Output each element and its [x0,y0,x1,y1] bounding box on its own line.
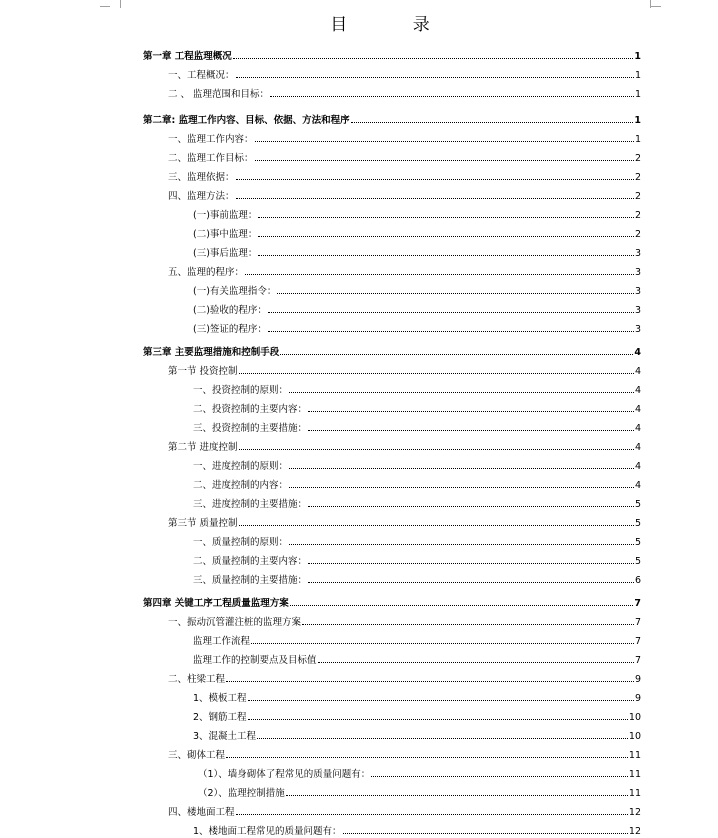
toc-entry[interactable] [168,749,641,761]
toc-page-number: 4 [634,347,641,358]
toc-entry-title: 第三章 主要监理措施和控制手段 [143,347,280,358]
toc-entry-title: 第一节 投资控制 [168,366,238,377]
toc-leader-dots [258,228,634,237]
toc-leader-dots [255,133,634,142]
toc-leader-dots [289,384,634,393]
toc-leader-dots [258,247,634,256]
toc-entry[interactable] [193,228,641,240]
toc-entry[interactable] [193,555,641,567]
toc-page-number: 2 [634,191,641,202]
toc-page-number: 5 [634,537,641,548]
toc-page-number: 7 [634,617,641,628]
toc-entry-title: 三、进度控制的主要措施： [193,499,308,510]
toc-page-number: 12 [628,807,641,818]
toc-page-number: 1 [634,70,641,81]
toc-entry-title: 四、楼地面工程 [168,807,235,818]
toc-leader-dots [277,285,634,294]
toc-chapter-entry[interactable] [143,346,641,358]
toc-page-number: 11 [628,750,641,761]
toc-entry[interactable] [198,787,641,799]
toc-page-number: 4 [634,404,641,415]
toc-page-number: 5 [634,518,641,529]
toc-entry[interactable] [198,768,641,780]
toc-leader-dots [343,825,628,834]
toc-entry[interactable] [193,825,641,837]
toc-leader-dots [280,346,633,355]
toc-leader-dots [318,654,634,663]
toc-page-number: 5 [634,556,641,567]
toc-entry[interactable] [168,616,641,628]
toc-page-number: 5 [634,499,641,510]
toc-entry-title: 一、进度控制的原则： [193,461,289,472]
toc-entry[interactable] [168,69,641,81]
toc-entry-title: (三)事后监理： [193,248,258,259]
toc-leader-dots [289,479,634,488]
toc-entry[interactable] [193,209,641,221]
toc-page-number: 4 [634,385,641,396]
toc-entry-title: 一、质量控制的原则： [193,537,289,548]
toc-leader-dots [226,749,628,758]
toc-entry[interactable] [193,323,641,335]
toc-page-number: 9 [634,693,641,704]
toc-page-number: 4 [634,423,641,434]
toc-entry-title: 第四章 关键工序工程质量监理方案 [143,598,289,609]
toc-page-number: 4 [634,366,641,377]
toc-entry-title: 一、监理工作内容： [168,134,254,145]
toc-page-number: 4 [634,442,641,453]
crop-mark-top-left [110,0,121,8]
toc-entry-title: 三、质量控制的主要措施： [193,575,308,586]
toc-leader-dots [245,266,634,275]
toc-entry[interactable] [193,498,641,510]
toc-entry[interactable] [168,365,641,377]
toc-entry[interactable] [168,88,641,100]
toc-entry[interactable] [193,460,641,472]
toc-entry[interactable] [168,266,641,278]
toc-leader-dots [268,304,634,313]
toc-title: 目 录 [330,15,460,35]
crop-mark-top-left-h [100,6,110,7]
toc-leader-dots [248,711,628,720]
toc-leader-dots [270,88,634,97]
toc-entry[interactable] [168,152,641,164]
toc-entry-title: 三、砌体工程 [168,750,226,761]
toc-leader-dots [239,365,634,374]
toc-entry[interactable] [168,673,641,685]
toc-entry-title: 二、监理工作目标： [168,153,254,164]
toc-entry[interactable] [193,403,641,415]
toc-leader-dots [371,768,628,777]
toc-page-number: 3 [634,286,641,297]
toc-entry-title: 1、楼地面工程常见的质量问题有： [193,826,342,837]
toc-page-number: 7 [634,636,641,647]
toc-entry-title: 第三节 质量控制 [168,518,238,529]
toc-entry-title: 二、质量控制的主要内容： [193,556,308,567]
toc-entry-title: (一)事前监理： [193,210,258,221]
toc-page-number: 1 [634,134,641,145]
toc-page-number: 4 [634,461,641,472]
toc-entry-title: (二)事中监理： [193,229,258,240]
toc-leader-dots [351,114,634,123]
toc-page-number: 2 [634,172,641,183]
toc-entry-title: 监理工作流程 [193,636,251,647]
toc-entry[interactable] [193,711,641,723]
toc-entry[interactable] [193,692,641,704]
toc-leader-dots [236,190,634,199]
toc-page-number: 7 [634,598,641,609]
toc-leader-dots [308,498,634,507]
toc-entry-title: 三、投资控制的主要措施： [193,423,308,434]
toc-entry[interactable] [193,285,641,297]
toc-entry[interactable] [193,654,641,666]
toc-entry-title: 3、混凝土工程 [193,731,257,742]
toc-leader-dots [236,806,628,815]
toc-page-number: 11 [628,769,641,780]
toc-entry[interactable] [193,574,641,586]
toc-leader-dots [290,597,634,606]
toc-entry-title: 第一章 工程监理概况 [143,51,232,62]
toc-page-number: 1 [634,89,641,100]
toc-entry[interactable] [168,133,641,145]
toc-entry-title: 二、进度控制的内容： [193,480,289,491]
toc-leader-dots [289,460,634,469]
toc-entry[interactable] [193,635,641,647]
toc-entry-title: 三、监理依据： [168,172,235,183]
toc-leader-dots [226,673,634,682]
toc-page-number: 2 [634,229,641,240]
toc-entry-title: （1）、墙身砌体了程常见的质量问题有： [198,769,371,780]
toc-chapter-entry[interactable] [143,114,641,126]
toc-page-number: 10 [628,712,641,723]
toc-chapter-entry[interactable] [143,597,641,609]
toc-entry[interactable] [193,730,641,742]
toc-page-number: 3 [634,267,641,278]
toc-page-number: 10 [628,731,641,742]
toc-leader-dots [308,574,634,583]
toc-leader-dots [236,171,634,180]
toc-entry-title: 第二节 进度控制 [168,442,238,453]
toc-leader-dots [233,50,634,59]
toc-chapter-entry[interactable] [143,50,641,62]
toc-page-number: 4 [634,480,641,491]
toc-leader-dots [248,692,634,701]
toc-page-number: 6 [634,575,641,586]
toc-entry-title: (二)验收的程序： [193,305,267,316]
toc-page-number: 2 [634,210,641,221]
toc-entry-title: 二、投资控制的主要内容： [193,404,308,415]
toc-leader-dots [308,555,634,564]
toc-leader-dots [255,152,634,161]
toc-page-number: 3 [634,248,641,259]
toc-entry-title: 二、柱梁工程 [168,674,226,685]
toc-entry-title: 1、模板工程 [193,693,247,704]
toc-page-number: 3 [634,305,641,316]
toc-entry[interactable] [168,517,641,529]
toc-page-number: 1 [634,51,641,62]
toc-entry-title: (一)有关监理指令： [193,286,277,297]
toc-leader-dots [308,403,634,412]
toc-leader-dots [236,69,634,78]
toc-leader-dots [239,441,634,450]
toc-entry[interactable] [193,247,641,259]
toc-page-number: 3 [634,324,641,335]
toc-page-number: 7 [634,655,641,666]
toc-entry-title: 监理工作的控制要点及目标值 [193,655,317,666]
toc-entry[interactable] [168,190,641,202]
toc-entry[interactable] [193,304,641,316]
toc-leader-dots [302,616,634,625]
toc-leader-dots [286,787,628,796]
toc-entry-title: 一、投资控制的原则： [193,385,289,396]
toc-leader-dots [268,323,634,332]
toc-entry-title: 一、振动沉管灌注桩的监理方案 [168,617,302,628]
toc-entry[interactable] [193,536,641,548]
toc-leader-dots [289,536,634,545]
toc-entry-title: （2）、监理控制措施 [198,788,285,799]
toc-entry[interactable] [193,479,641,491]
toc-entry[interactable] [168,171,641,183]
toc-entry-title: 一、工程概况： [168,70,235,81]
toc-entry[interactable] [168,806,641,818]
toc-entry-title: (三)签证的程序： [193,324,267,335]
toc-entry[interactable] [168,441,641,453]
toc-leader-dots [257,730,628,739]
toc-entry[interactable] [193,422,641,434]
toc-leader-dots [239,517,634,526]
toc-page-number: 1 [634,115,641,126]
toc-entry-title: 2、钢筋工程 [193,712,247,723]
toc-page-number: 12 [628,826,641,837]
toc-entry-title: 四、监理方法： [168,191,235,202]
toc-entry-title: 五、监理的程序： [168,267,245,278]
crop-mark-top-right-h [651,6,661,7]
toc-page-number: 9 [634,674,641,685]
toc-leader-dots [308,422,634,431]
toc-page-number: 11 [628,788,641,799]
toc-entry-title: 第二章: 监理工作内容、目标、依据、方法和程序 [143,115,350,126]
toc-leader-dots [258,209,634,218]
toc-leader-dots [251,635,634,644]
toc-page-number: 2 [634,153,641,164]
toc-entry[interactable] [193,384,641,396]
toc-entry-title: 二 、 监理范围和目标： [168,89,270,100]
